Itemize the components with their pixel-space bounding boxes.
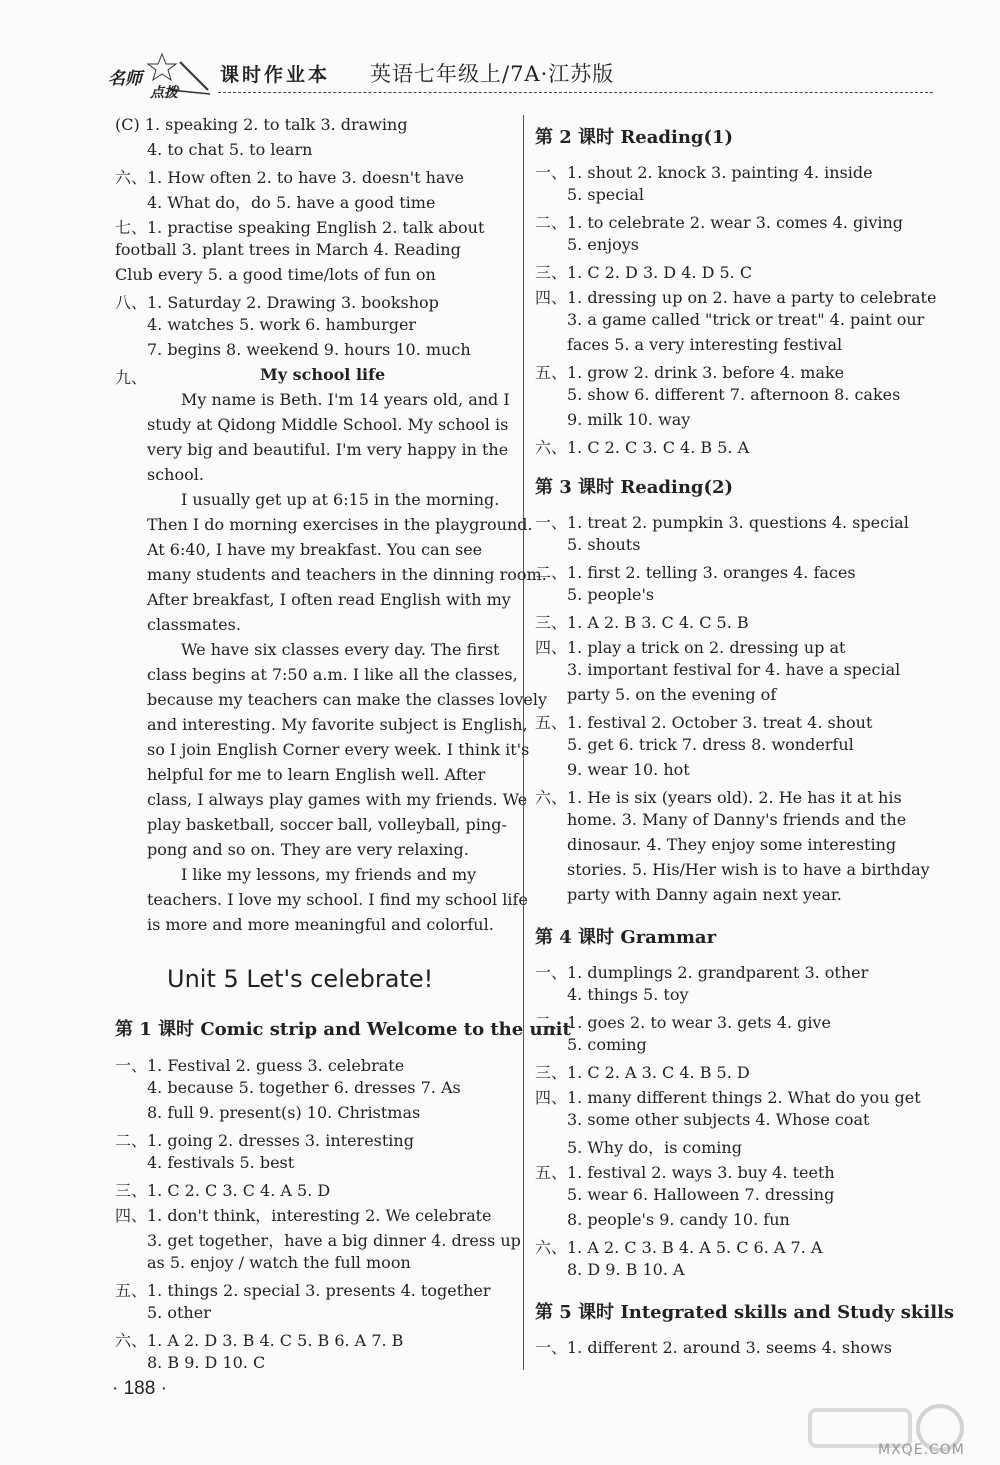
essay-line: I usually get up at 6:15 in the morning. bbox=[181, 490, 500, 509]
answer-line: 五、1. grow 2. drink 3. before 4. make bbox=[535, 363, 845, 382]
answer-line: 3. important festival for 4. have a special bbox=[567, 660, 901, 679]
answer-line: 5. coming bbox=[567, 1035, 647, 1054]
answer-line: 7. begins 8. weekend 9. hours 10. much bbox=[147, 340, 471, 359]
essay-line: class begins at 7:50 a.m. I like all the classes, bbox=[147, 665, 518, 684]
answer-line: (C) 1. speaking 2. to talk 3. drawing bbox=[115, 115, 408, 134]
essay-line: play basketball, soccer ball, volleyball, ping- bbox=[147, 815, 507, 834]
answer-line: 3. a game called "trick or treat" 4. paint our bbox=[567, 310, 925, 329]
answer-line: 八、1. Saturday 2. Drawing 3. bookshop bbox=[115, 293, 439, 312]
answer-line: 三、1. A 2. B 3. C 4. C 5. B bbox=[535, 613, 749, 632]
answer-line: 5. wear 6. Halloween 7. dressing bbox=[567, 1185, 835, 1204]
answer-line: party with Danny again next year. bbox=[567, 885, 842, 904]
essay-line: study at Qidong Middle School. My school is bbox=[147, 415, 509, 434]
answer-line: 五、1. things 2. special 3. presents 4. together bbox=[115, 1281, 491, 1300]
answer-line: 5. enjoys bbox=[567, 235, 639, 254]
answer-line: Club every 5. a good time/lots of fun on bbox=[115, 265, 436, 284]
book-subject: 英语七年级上/7A·江苏版 bbox=[370, 62, 615, 86]
logo-line1: 名师 bbox=[108, 69, 142, 89]
lesson-title: 第 3 课时 Reading(2) bbox=[535, 477, 734, 498]
page-number: · 188 · bbox=[112, 1378, 167, 1399]
answer-line: 三、1. C 2. A 3. C 4. B 5. D bbox=[535, 1063, 750, 1082]
essay-line: classmates. bbox=[147, 615, 241, 634]
essay-line: because my teachers can make the classes lovely bbox=[147, 690, 548, 709]
answer-line: 六、1. A 2. D 3. B 4. C 5. B 6. A 7. B bbox=[115, 1331, 404, 1350]
unit-title: Unit 5 Let's celebrate! bbox=[167, 965, 434, 993]
answer-line: 4. to chat 5. to learn bbox=[147, 140, 313, 159]
lesson-title: 第 4 课时 Grammar bbox=[535, 927, 717, 948]
answer-line: 二、1. going 2. dresses 3. interesting bbox=[115, 1131, 414, 1150]
answer-line: 六、1. C 2. C 3. C 4. B 5. A bbox=[535, 438, 750, 457]
answer-line: 4. festivals 5. best bbox=[147, 1153, 295, 1172]
header-rule bbox=[218, 92, 933, 93]
logo-line2: 点拨 bbox=[150, 85, 178, 101]
answer-line: 三、1. C 2. D 3. D 4. D 5. C bbox=[535, 263, 753, 282]
answer-line: 5. people's bbox=[567, 585, 655, 604]
essay-line: We have six classes every day. The first bbox=[181, 640, 500, 659]
essay-line: My name is Beth. I'm 14 years old, and I bbox=[181, 390, 510, 409]
essay-line: After breakfast, I often read English with my bbox=[147, 590, 511, 609]
answer-line: 四、1. don't think，interesting 2. We celebrate bbox=[115, 1206, 492, 1225]
essay-line: I like my lessons, my friends and my bbox=[181, 865, 477, 884]
answer-line: stories. 5. His/Her wish is to have a birthday bbox=[567, 860, 930, 879]
answer-line: 8. people's 9. candy 10. fun bbox=[567, 1210, 790, 1229]
essay-line: is more and more meaningful and colorful. bbox=[147, 915, 494, 934]
lesson-title: 第 5 课时 Integrated skills and Study skills bbox=[535, 1302, 955, 1323]
answer-line: 8. B 9. D 10. C bbox=[147, 1353, 266, 1372]
answer-line: 六、1. He is six (years old). 2. He has it at his bbox=[535, 788, 902, 807]
lesson-title: 第 1 课时 Comic strip and Welcome to the unit bbox=[115, 1019, 571, 1040]
answer-line: 5. show 6. different 7. afternoon 8. cakes bbox=[567, 385, 901, 404]
answer-line: 一、1. Festival 2. guess 3. celebrate bbox=[115, 1056, 405, 1075]
answer-line: 4. things 5. toy bbox=[567, 985, 689, 1004]
answer-line: 四、1. play a trick on 2. dressing up at bbox=[535, 638, 846, 657]
answer-line: 一、1. dumplings 2. grandparent 3. other bbox=[535, 963, 869, 982]
essay-line: school. bbox=[147, 465, 204, 484]
answer-line: party 5. on the evening of bbox=[567, 685, 777, 704]
answer-line: 六、1. How often 2. to have 3. doesn't have bbox=[115, 168, 464, 187]
essay-line: At 6:40, I have my breakfast. You can see bbox=[147, 540, 483, 559]
essay-line: Then I do morning exercises in the playground. bbox=[147, 515, 533, 534]
answer-line: 七、1. practise speaking English 2. talk about bbox=[115, 218, 485, 237]
book-title: 课时作业本 bbox=[220, 64, 331, 86]
essay-line: class, I always play games with my friends. We bbox=[147, 790, 528, 809]
essay-line: so I join English Corner every week. I think it's bbox=[147, 740, 530, 759]
answer-line: dinosaur. 4. They enjoy some interesting bbox=[567, 835, 897, 854]
answer-line: 一、1. different 2. around 3. seems 4. shows bbox=[535, 1338, 892, 1357]
answer-line: 4. because 5. together 6. dresses 7. As bbox=[147, 1078, 461, 1097]
answer-line: 三、1. C 2. C 3. C 4. A 5. D bbox=[115, 1181, 331, 1200]
answer-line: 5. other bbox=[147, 1303, 211, 1322]
answer-line: 五、1. festival 2. ways 3. buy 4. teeth bbox=[535, 1163, 835, 1182]
answer-line: 4. What do，do 5. have a good time bbox=[147, 193, 436, 212]
answer-line: 3. get together，have a big dinner 4. dress up bbox=[147, 1231, 521, 1250]
answer-line: football 3. plant trees in March 4. Reading bbox=[115, 240, 461, 259]
answer-line: as 5. enjoy / watch the full moon bbox=[147, 1253, 411, 1272]
answer-line: 8. D 9. B 10. A bbox=[567, 1260, 685, 1279]
answer-line: 二、1. goes 2. to wear 3. gets 4. give bbox=[535, 1013, 831, 1032]
lesson-title: 第 2 课时 Reading(1) bbox=[535, 127, 734, 148]
answer-line: home. 3. Many of Danny's friends and the bbox=[567, 810, 907, 829]
answer-line: 5. shouts bbox=[567, 535, 641, 554]
essay-line: helpful for me to learn English well. After bbox=[147, 765, 486, 784]
answer-line: 五、1. festival 2. October 3. treat 4. shout bbox=[535, 713, 873, 732]
answer-line: 二、1. first 2. telling 3. oranges 4. faces bbox=[535, 563, 856, 582]
answer-line: 9. wear 10. hot bbox=[567, 760, 690, 779]
answer-line: 一、1. treat 2. pumpkin 3. questions 4. special bbox=[535, 513, 909, 532]
answer-line: 5. Why do，is coming bbox=[567, 1138, 742, 1157]
essay-title: My school life bbox=[260, 365, 386, 384]
answer-line: 四、1. many different things 2. What do you get bbox=[535, 1088, 921, 1107]
logo bbox=[100, 50, 215, 100]
essay-line: pong and so on. They are very relaxing. bbox=[147, 840, 469, 859]
essay-number: 九、 bbox=[115, 368, 148, 387]
essay-line: many students and teachers in the dinning room. bbox=[147, 565, 547, 584]
watermark-text: MXQE.COM bbox=[878, 1442, 965, 1458]
essay-line: very big and beautiful. I'm very happy in the bbox=[147, 440, 509, 459]
page-header bbox=[100, 42, 935, 102]
essay-line: teachers. I love my school. I find my school life bbox=[147, 890, 528, 909]
answer-line: 六、1. A 2. C 3. B 4. A 5. C 6. A 7. A bbox=[535, 1238, 823, 1257]
answer-line: 5. special bbox=[567, 185, 645, 204]
answer-line: 二、1. to celebrate 2. wear 3. comes 4. giving bbox=[535, 213, 904, 232]
answer-line: 8. full 9. present(s) 10. Christmas bbox=[147, 1103, 421, 1122]
answer-line: 一、1. shout 2. knock 3. painting 4. inside bbox=[535, 163, 873, 182]
answer-line: 4. watches 5. work 6. hamburger bbox=[147, 315, 417, 334]
answer-line: 四、1. dressing up on 2. have a party to celebrate bbox=[535, 288, 937, 307]
essay-line: and interesting. My favorite subject is English, bbox=[147, 715, 528, 734]
answer-line: 5. get 6. trick 7. dress 8. wonderful bbox=[567, 735, 854, 754]
answer-line: faces 5. a very interesting festival bbox=[567, 335, 843, 354]
answer-line: 9. milk 10. way bbox=[567, 410, 691, 429]
answer-line: 3. some other subjects 4. Whose coat bbox=[567, 1110, 870, 1129]
